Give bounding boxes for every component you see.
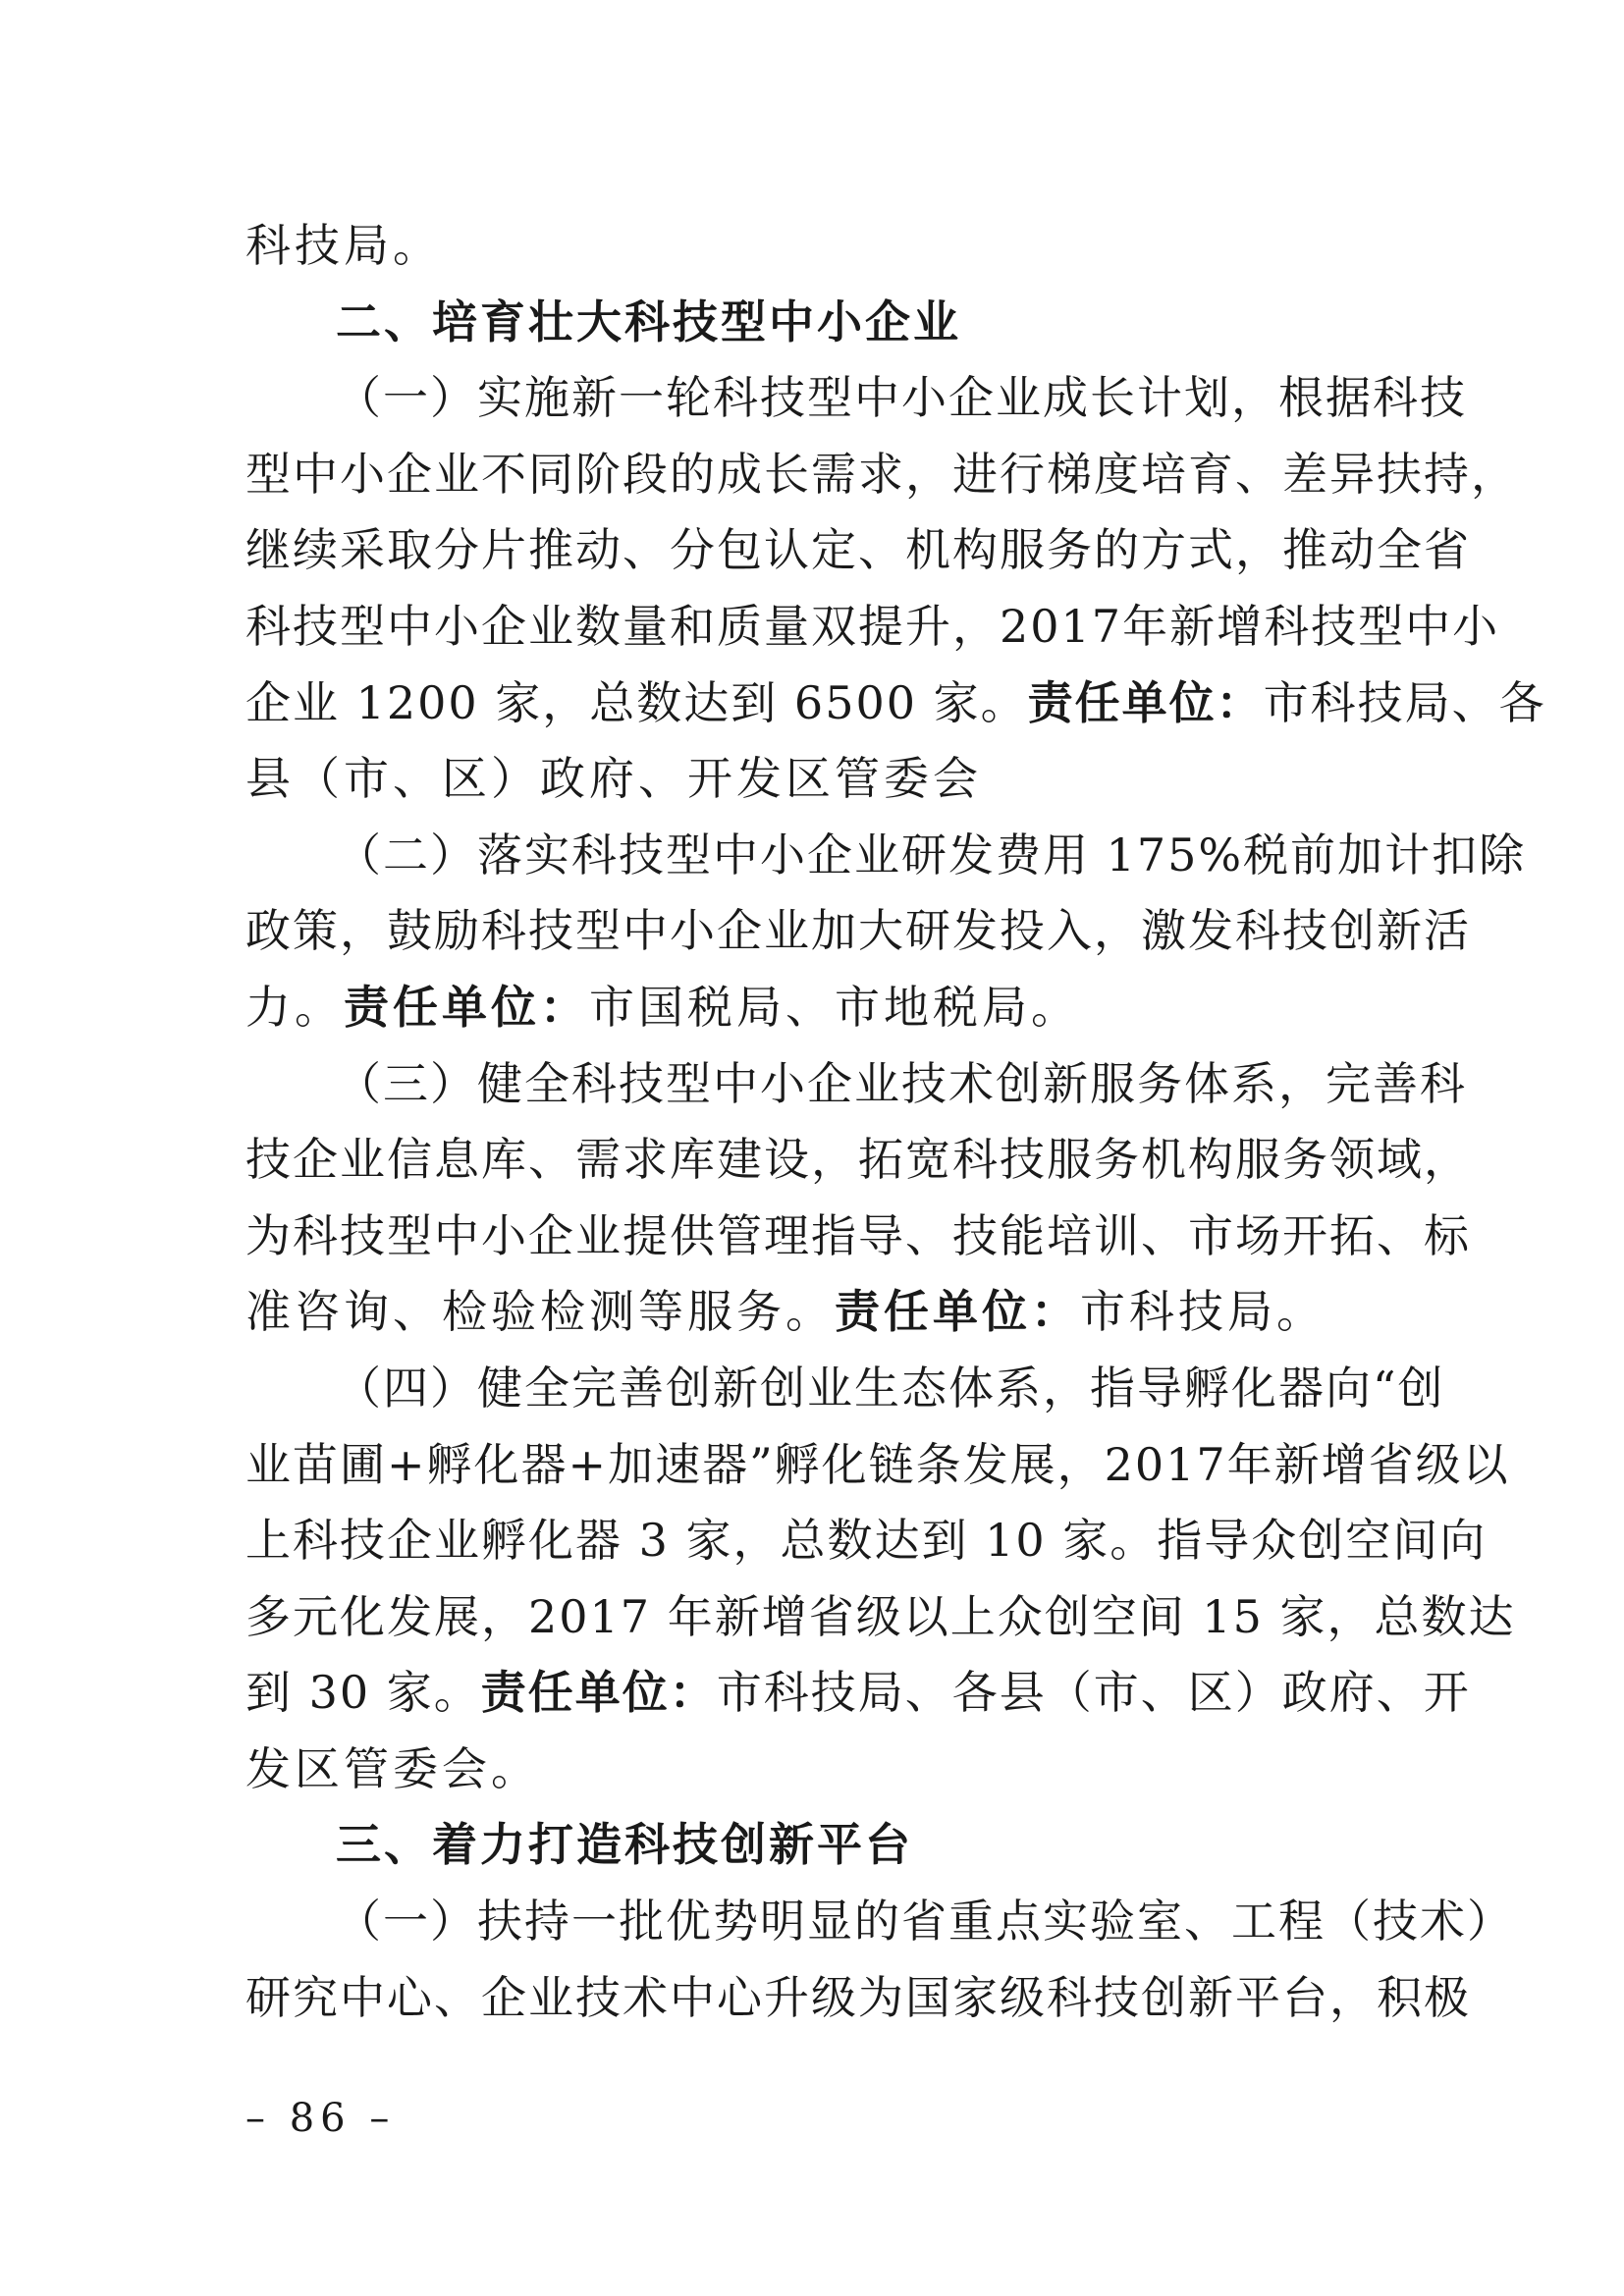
responsible-unit-label: 责任单位： [1027, 675, 1264, 729]
text-line: 发区管委会。 [245, 1741, 540, 1795]
text-line: 政策，鼓励科技型中小企业加大研发投入，激发科技创新活 [245, 904, 1471, 958]
text-line: 业苗圃+孵化器+加速器”孵化链条发展，2017年新增省级以 [245, 1437, 1510, 1491]
responsible-unit-label: 责任单位： [480, 1666, 717, 1720]
text-line: （三）健全科技型中小企业技术创新服务体系，完善科 [336, 1056, 1467, 1110]
text-line: 科技局。 [245, 219, 442, 272]
section-heading: 二、培育壮大科技型中小企业 [336, 294, 961, 348]
text-line: （四）健全完善创新创业生态体系，指导孵化器向“创 [336, 1361, 1445, 1415]
text-segment: 市科技局、各 [1263, 675, 1546, 729]
text-line: （一）扶持一批优势明显的省重点实验室、工程（技术） [336, 1895, 1514, 1949]
page-number: – 86 – [245, 2096, 396, 2141]
text-line: 继续采取分片推动、分包认定、机构服务的方式，推动全省 [245, 523, 1471, 577]
text-line: 技企业信息库、需求库建设，拓宽科技服务机构服务领域， [245, 1133, 1471, 1187]
section-heading: 三、着力打造科技创新平台 [336, 1818, 913, 1872]
text-segment: 市国税局、市地税局。 [589, 980, 1080, 1034]
text-segment: 市科技局。 [1080, 1285, 1326, 1339]
text-line: 为科技型中小企业提供管理指导、技能培训、市场开拓、标 [245, 1208, 1471, 1262]
text-line: 研究中心、企业技术中心升级为国家级科技创新平台，积极 [245, 1970, 1471, 2024]
text-line: 上科技企业孵化器 3 家，总数达到 10 家。指导众创空间向 [245, 1514, 1488, 1568]
text-line: 多元化发展，2017 年新增省级以上众创空间 15 家，总数达 [245, 1589, 1516, 1643]
responsible-unit-label: 责任单位： [835, 1285, 1080, 1339]
text-line [245, 1274, 1388, 1351]
text-segment: 到 30 家。 [245, 1666, 481, 1720]
text-segment: 企业 1200 家，总数达到 6500 家。 [245, 675, 1028, 729]
text-segment: 市科技局、各县（市、区）政府、开 [716, 1666, 1471, 1720]
text-line [245, 1655, 1471, 1732]
text-line: 科技型中小企业数量和质量双提升，2017年新增科技型中小 [245, 599, 1500, 653]
document-body [245, 208, 1546, 2036]
text-line: 型中小企业不同阶段的成长需求，进行梯度培育、差异扶持， [245, 447, 1518, 501]
text-line: （一）实施新一轮科技型中小企业成长计划，根据科技 [336, 371, 1467, 425]
text-segment: 准咨询、检验检测等服务。 [245, 1285, 835, 1339]
text-segment: 力。 [245, 980, 344, 1034]
text-line: 县（市、区）政府、开发区管委会 [245, 752, 982, 806]
text-line: （二）落实科技型中小企业研发费用 175%税前加计扣除 [336, 828, 1527, 881]
text-line [245, 666, 1546, 742]
text-line [245, 970, 1388, 1046]
responsible-unit-label: 责任单位： [344, 980, 589, 1034]
